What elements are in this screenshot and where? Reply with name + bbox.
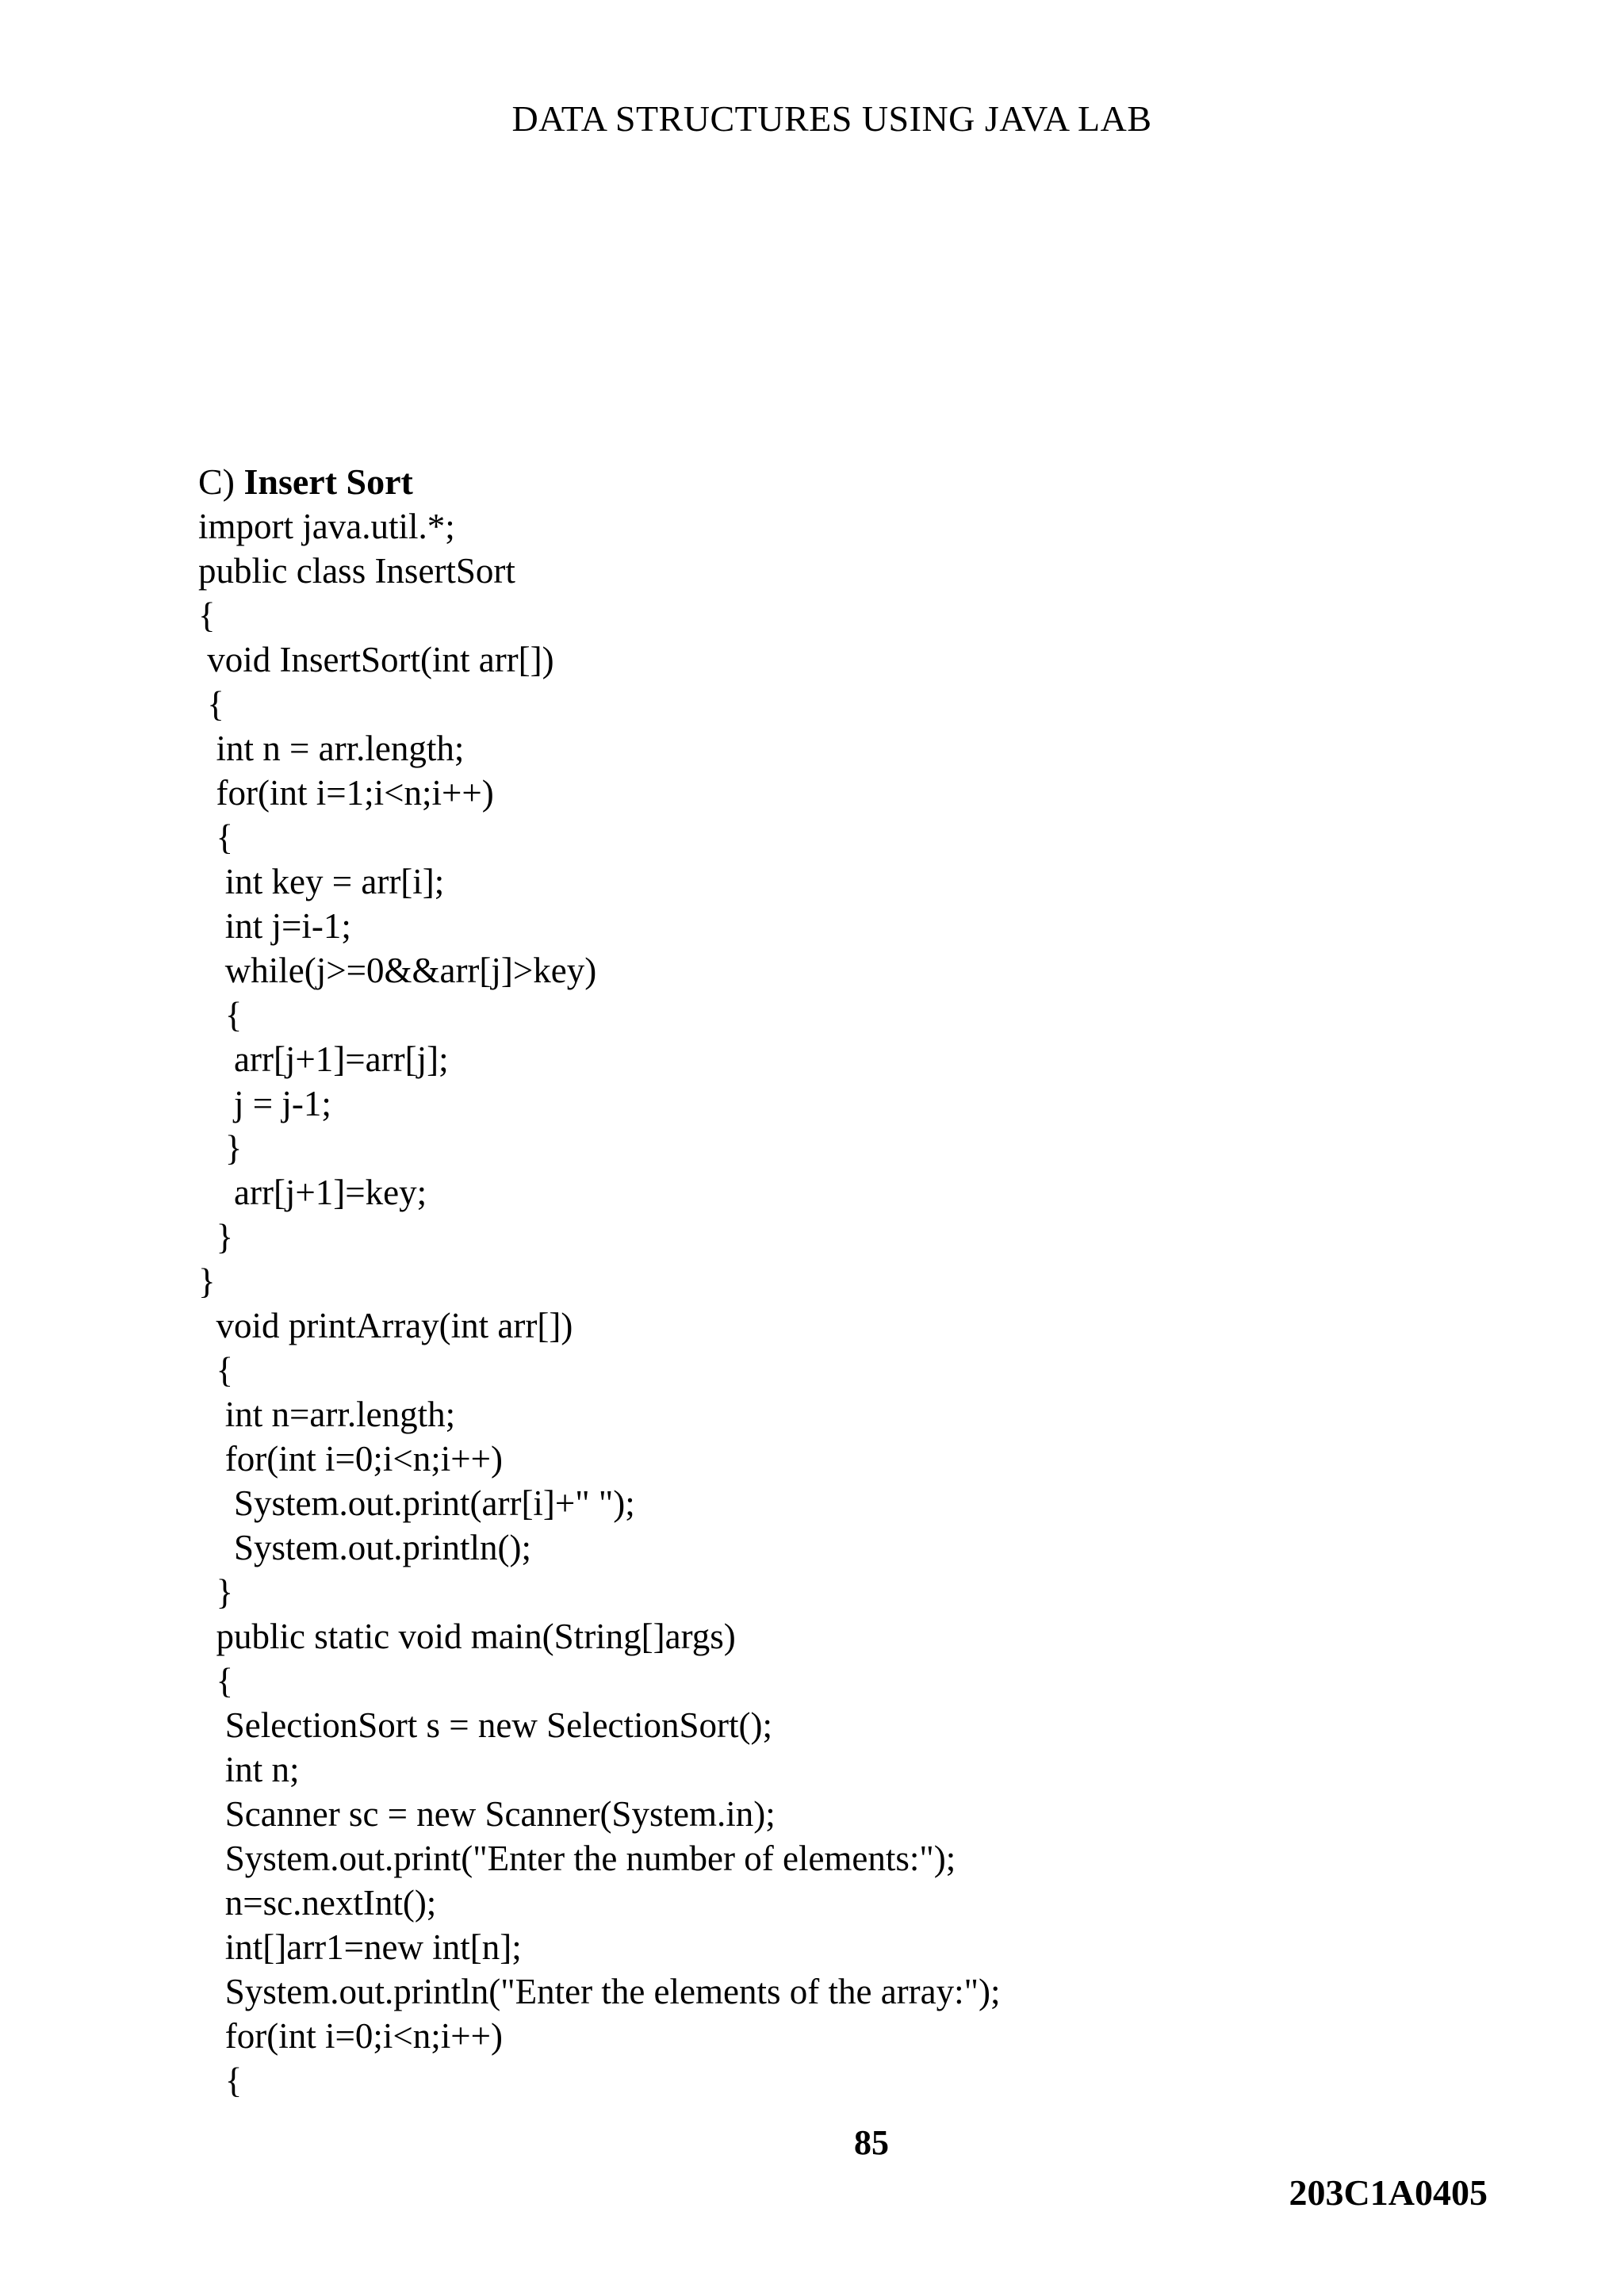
code-line: int n=arr.length; xyxy=(198,1395,456,1434)
code-line: { xyxy=(198,995,243,1035)
code-line: } xyxy=(198,1572,234,1612)
code-line: for(int i=1;i<n;i++) xyxy=(198,773,494,813)
code-line: { xyxy=(198,1661,234,1701)
code-line: { xyxy=(198,1350,234,1390)
code-line: { xyxy=(198,684,224,724)
code-line: void printArray(int arr[]) xyxy=(198,1306,573,1345)
page-header-title: DATA STRUCTURES USING JAVA LAB xyxy=(511,98,1152,139)
code-line: arr[j+1]=arr[j]; xyxy=(198,1039,449,1079)
code-line: int[]arr1=new int[n]; xyxy=(198,1927,522,1967)
code-block xyxy=(198,504,1467,2103)
code-line: SelectionSort s = new SelectionSort(); xyxy=(198,1705,773,1745)
code-line: int n = arr.length; xyxy=(198,729,465,768)
section-heading xyxy=(198,460,1467,504)
code-line: { xyxy=(198,2061,243,2100)
section-title: Insert Sort xyxy=(243,461,413,502)
code-line: for(int i=0;i<n;i++) xyxy=(198,1439,503,1479)
code-line: for(int i=0;i<n;i++) xyxy=(198,2016,503,2056)
section-prefix: C) xyxy=(198,461,244,502)
code-line: } xyxy=(198,1128,243,1168)
code-line: while(j>=0&&arr[j]>key) xyxy=(198,951,597,990)
code-line: { xyxy=(198,817,234,857)
code-line: } xyxy=(198,1261,216,1301)
code-line: System.out.print(arr[i]+" "); xyxy=(198,1483,635,1523)
code-line: arr[j+1]=key; xyxy=(198,1173,427,1212)
code-line: { xyxy=(198,595,216,635)
code-line: import java.util.*; xyxy=(198,507,455,546)
code-line: System.out.print("Enter the number of elements:"); xyxy=(198,1839,956,1878)
code-line: public class InsertSort xyxy=(198,551,515,591)
code-line: n=sc.nextInt(); xyxy=(198,1883,437,1923)
code-line: int key = arr[i]; xyxy=(198,862,445,901)
code-line: System.out.println("Enter the elements of the array:"); xyxy=(198,1972,1001,2011)
page-number: 85 xyxy=(854,2123,889,2162)
code-line: System.out.println(); xyxy=(198,1528,531,1567)
roll-number: 203C1A0405 xyxy=(1289,2172,1488,2213)
code-line: int j=i-1; xyxy=(198,906,351,946)
code-line: int n; xyxy=(198,1750,300,1789)
code-line: } xyxy=(198,1217,234,1257)
code-line: void InsertSort(int arr[]) xyxy=(198,640,554,679)
code-line: Scanner sc = new Scanner(System.in); xyxy=(198,1794,776,1834)
code-line: j = j-1; xyxy=(198,1084,331,1123)
code-line: public static void main(String[]args) xyxy=(198,1617,736,1656)
code-section xyxy=(198,460,1467,2103)
